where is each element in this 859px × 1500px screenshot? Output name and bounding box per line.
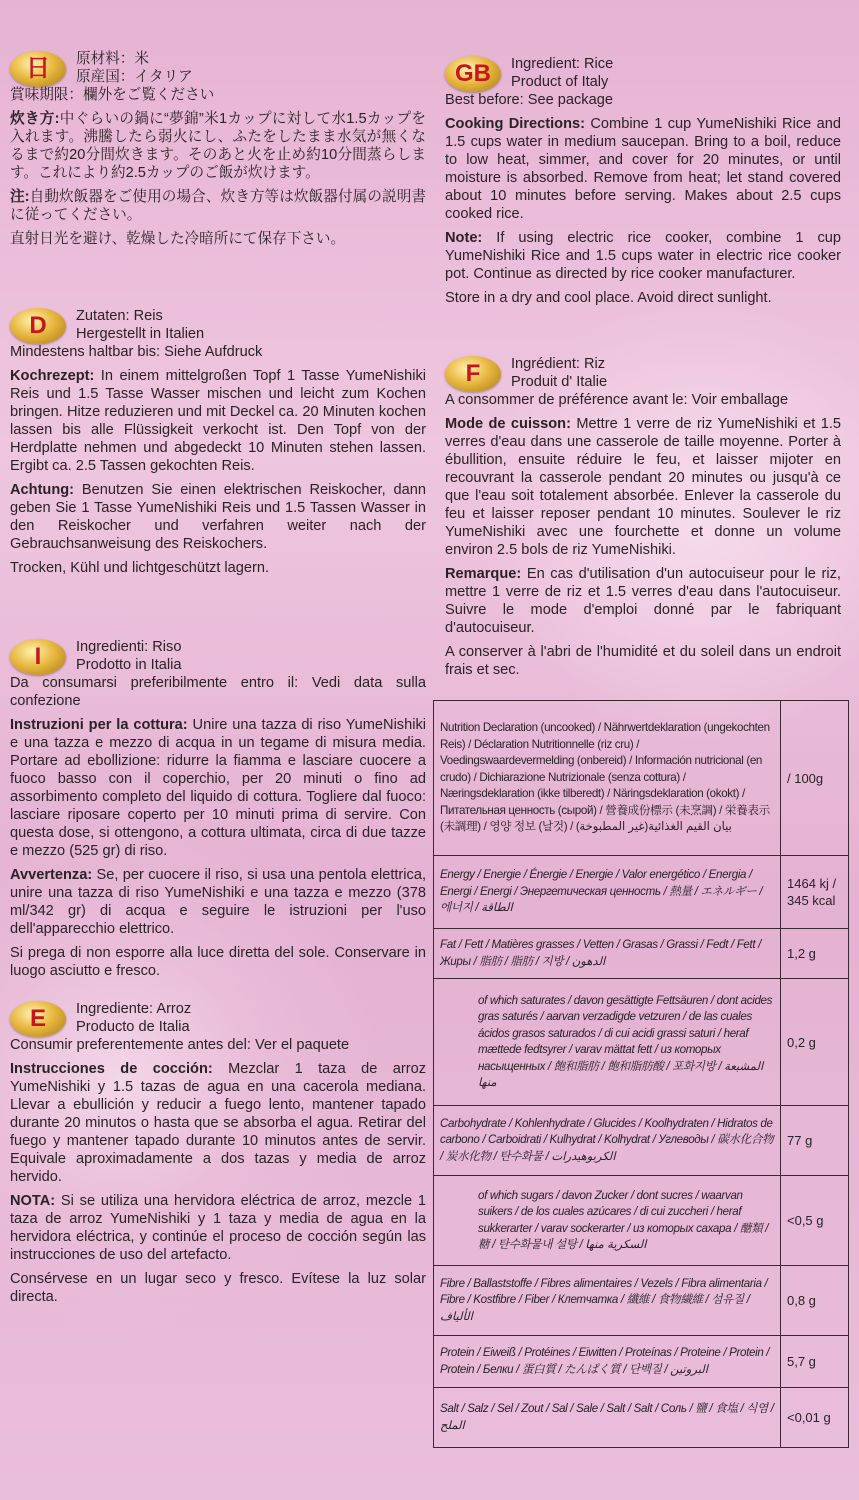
nutrition-row [434,1336,849,1388]
section-heading [445,355,841,391]
nutrient-value: 0,2 g [781,979,849,1106]
paragraph-text: Consumir preferentemente antes del: Ver el paquete [10,1037,350,1053]
paragraph-text: Mezclar 1 taza de arroz YumeNishiki y 1.5 tazas de agua en una cacerola mediana. Llevar a ebullición y reducir a fuego lento, mantener tapado durante 20 minutos o hasta que se absorba el agua. Retirar del fuego y mantener tapado durante 10 minutos antes de servir. Equivale aproximadamente a dos tazas y media de arroz hervido. [10,1061,426,1185]
nutrient-value: <0,5 g [781,1176,849,1266]
section-heading [10,307,426,343]
section-paragraph [10,944,426,980]
paragraph-lead: Mode de cuisson: [445,416,571,432]
paragraph-lead: Instruzioni per la cottura: [10,717,188,733]
section-paragraph [10,1036,426,1054]
paragraph-text: 中ぐらいの鍋に“夢錦”米1カップに対して水1.5カップを入れます。沸騰したら弱火にし、ふたをしたまま水気が無くなるまで約20分間炊きます。そのあと火を止め約10分間蒸らします。これにより約2.5カップのご飯が炊けます。 [10,111,426,181]
section-paragraph [10,188,426,224]
nutrient-value: 5,7 g [781,1336,849,1388]
nutrition-header-row [434,701,849,856]
paragraph-text: Consérvese en un lugar seco y fresco. Evítese la luz solar directa. [10,1271,426,1305]
section-title-line: 原材料：米 [76,51,149,67]
section-title-line: Prodotto in Italia [76,657,182,673]
nutrient-value: 0,8 g [781,1266,849,1336]
paragraph-text: If using electric rice cooker, combine 1 cup YumeNishiki Rice and 1.5 cups water in electric rice cooker pot. Continue as directed by rice cooker manufacturer. [445,230,841,282]
paragraph-lead: Kochrezept: [10,368,95,384]
country-badge-icon: 日 [10,51,66,87]
section-paragraph [445,289,841,307]
paragraph-lead: Cooking Directions: [445,116,585,132]
paragraph-text: Mettre 1 verre de riz YumeNishiki et 1.5 verres d'eau dans une casserole de taille moyenne. Porter à ébullition, ensuite réduire le feu, et laisser mijoter en recouvrant la casserole pendant 20 minutes ou jusqu'à ce que l'eau soit totalement absorbée. Enlever la casserole du feu et laisser reposer pendant 10 minutes. Soulever le riz YumeNishiki avec une fourchette et donne un volume environ 2.5 bols de riz YumeNishiki. [445,416,842,558]
paragraph-lead: 炊き方: [10,111,60,127]
section-paragraph [10,230,426,248]
paragraph-text: Se, per cuocere il riso, si usa una pentola elettrica, unire una tazza di riso YumeNishiki e una tazza e mezzo (378 ml/342 gr) di acqua e seguire le istruzioni per l'uso dell'apparecchio elettrico. [10,867,426,937]
nutrient-label: Protein / Eiweiß / Protéines / Eiwitten / Proteínas / Proteine / Protein / Protein / Белки / 蛋白質 / たんぱく質 / 단백질 / البروتين [434,1336,781,1388]
section-title-line: Producto de Italia [76,1019,190,1035]
country-badge-icon: E [10,1001,66,1037]
section-paragraph [10,110,426,182]
section-paragraph [10,367,426,475]
section-paragraph [10,674,426,710]
nutrient-label: Fat / Fett / Matières grasses / Vetten / Grasas / Grassi / Fedt / Fett / Жиры / 脂肪 / 脂肪 / 지방 / الدهون [434,929,781,979]
paragraph-text: A consommer de préférence avant le: Voir emballage [445,392,789,408]
paragraph-text: Best before: See package [445,92,613,108]
paragraph-text: Si prega di non esporre alla luce diretta del sole. Conservare in luogo asciutto e fresco. [10,945,426,979]
section-heading [10,50,426,86]
nutrition-row [434,1266,849,1336]
paragraph-text: Benutzen Sie einen elektrischen Reiskocher, dann geben Sie 1 Tasse YumeNishiki Reis und 1.5 Tassen Wasser in den Reiskocher und verfahren weiter nach der Gebrauchsanweisung des Reiskochers. [10,482,426,552]
section-paragraph [445,391,841,409]
nutrition-row [434,856,849,929]
section-english [445,55,841,307]
section-title-line: Hergestellt in Italien [76,326,205,342]
paragraph-text: Unire una tazza di riso YumeNishiki e una tazza e mezzo di acqua in un tegame di misura media. Portare ad ebollizione: ridurre la fiamma e lasciare cuocere a fuoco basso con il coperchio, per 20 minuti o fino ad assorbimento completo del liquido di cottura. Togliere dal fuoco: lasciare riposare coperto per 10 minuti prima di servire. Con questa dose, si ottengono, a cottura ultimata, circa di due tazze e mezzo (525 gr) di riso. [10,717,427,859]
nutrition-row [434,929,849,979]
section-title-line: Zutaten: Reis [76,308,163,324]
paragraph-text: Da consumarsi preferibilmente entro il: Vedi data sulla confezione [10,675,426,709]
section-paragraph [10,86,426,104]
paragraph-lead: Note: [445,230,483,246]
section-paragraph [445,415,841,559]
section-paragraph [445,565,841,637]
section-paragraph [10,343,426,361]
nutrition-header-label: Nutrition Declaration (uncooked) / Nährwertdeklaration (ungekochten Reis) / Déclaration Nutritionnelle (riz cru) / Voedingswaardevermelding (onbereid) / Información nutricional (en crudo) / Dichiarazione Nutrizionale (senza cottura) / Næringsdeklaration (ikke tilberedt) / Näringsdeklaration (okokt) / Питательная ценность (сырой) / 營養成份標示 (未烹調) / 栄養表示 (未調理) / 영양 정보 (날것) / (بيان القيم الغذائية(غير المطبوخة [434,701,781,856]
section-paragraph [10,1060,426,1186]
paragraph-text: Combine 1 cup YumeNishiki Rice and 1.5 cups water in medium saucepan. Bring to a boil, reduce to low heat, simmer, and cover for 20 minutes, or until moisture is absorbed. Remove from heat; let stand covered about 10 minutes before serving. Makes about 2.5 cups cooked rice. [445,116,841,222]
section-italian [10,638,426,980]
paragraph-text: 賞味期限：欄外をご覧ください [10,87,215,103]
nutrition-header-unit: / 100g [781,701,849,856]
section-paragraph [10,1270,426,1306]
paragraph-text: A conserver à l'abri de l'humidité et du soleil dans un endroit frais et sec. [445,644,841,678]
section-title-line: Ingredienti: Riso [76,639,182,655]
paragraph-text: Store in a dry and cool place. Avoid direct sunlight. [445,290,772,306]
section-heading [445,55,841,91]
section-heading [10,638,426,674]
nutrient-value: <0,01 g [781,1388,849,1448]
section-title-line: Produit d' Italie [511,374,608,390]
nutrient-value: 1464 kj / 345 kcal [781,856,849,929]
section-heading [10,1000,426,1036]
paragraph-lead: 注: [10,189,30,205]
section-paragraph [10,481,426,553]
country-badge-icon: F [445,356,501,392]
paragraph-text: En cas d'utilisation d'un autocuiseur pour le riz, mettre 1 verre de riz et 1.5 verres d'eau dans l'autocuiseur. Suivre le mode d'emploi donné par le fabriquant d'autocuiseur. [445,566,841,636]
section-paragraph [445,643,841,679]
paragraph-lead: Achtung: [10,482,75,498]
paragraph-text: Mindestens haltbar bis: Siehe Aufdruck [10,344,263,360]
paragraph-lead: NOTA: [10,1193,56,1209]
section-title-line: 原産国：イタリア [76,69,193,85]
paragraph-text: 直射日光を避け、乾燥した冷暗所にて保存下さい。 [10,231,346,247]
paragraph-lead: Instrucciones de cocción: [10,1061,213,1077]
paragraph-text: In einem mittelgroßen Topf 1 Tasse YumeNishiki Reis und 1.5 Tasse Wasser mischen und leicht zum Kochen bringen. Hitze reduzieren und mit Deckel ca. 20 Minuten kochen lassen bis alle Flüssigkeit verkocht ist. Den Topf von der Herdplatte nehmen und abgedeckt 10 Minuten stehen lassen. Ergibt ca. 2.5 Tassen gekochten Reis. [10,368,426,474]
section-paragraph [10,716,426,860]
country-badge-icon: GB [445,56,501,92]
nutrient-label: Salt / Salz / Sel / Zout / Sal / Sale / Salt / Salt / Соль / 鹽 / 食塩 / 식염 / الملح [434,1388,781,1448]
nutrition-row [434,1388,849,1448]
section-title-line: Ingrediente: Arroz [76,1001,192,1017]
section-paragraph [10,866,426,938]
section-german [10,307,426,577]
nutrient-label: Carbohydrate / Kohlenhydrate / Glucides / Koolhydraten / Hidratos de carbono / Carboidrati / Kulhydrat / Kolhydrat / Углеводы / 碳水化合物 / 炭水化物 / 탄수화물 / الكربوهيدرات [434,1106,781,1176]
nutrition-row [434,979,849,1106]
paragraph-lead: Avvertenza: [10,867,93,883]
paragraph-text: 自動炊飯器をご使用の場合、炊き方等は炊飯器付属の説明書に従ってください。 [10,189,426,223]
nutrition-row [434,1106,849,1176]
section-paragraph [445,229,841,283]
section-paragraph [445,91,841,109]
nutrient-label: Fibre / Ballaststoffe / Fibres alimentaires / Vezels / Fibra alimentaria / Fibre / Kostfibre / Fiber / Клетчатка / 纖維 / 食物繊維 / 섬유질 / الألياف [434,1266,781,1336]
paragraph-text: Si se utiliza una hervidora eléctrica de arroz, mezcle 1 taza de arroz YumeNishiki y 1 taza y media de agua en la hervidora eléctrica, y continúe el proceso de cocción según las instrucciones de uso del artefacto. [10,1193,426,1263]
section-paragraph [10,559,426,577]
section-title-line: Ingredient: Rice [511,56,614,72]
nutrient-value: 77 g [781,1106,849,1176]
country-badge-icon: D [10,308,66,344]
paragraph-text: Trocken, Kühl und lichtgeschützt lagern. [10,560,270,576]
nutrient-value: 1,2 g [781,929,849,979]
section-japanese [10,50,426,248]
nutrient-label: Energy / Energie / Énergie / Energie / Valor energético / Energia / Energi / Energi / Энергетическая ценность / 熱量 / エネルギー / 에너지 / الطاقة [434,856,781,929]
nutrient-label: of which saturates / davon gesättigte Fettsäuren / dont acides gras saturés / aarvan verzadigde vetzuren / de las cuales ácidos grasos saturados / di cui acidi grassi saturi / heraf mættede fedtsyrer / varav mättat fett / из которых насыщенных / 飽和脂肪 / 飽和脂肪酸 / 포화지방 / المشبعة منها [434,979,781,1106]
section-title-line: Ingrédient: Riz [511,356,606,372]
paragraph-lead: Remarque: [445,566,522,582]
section-title-line: Product of Italy [511,74,609,90]
section-french [445,355,841,679]
nutrition-row [434,1176,849,1266]
nutrient-label: of which sugars / davon Zucker / dont sucres / waarvan suikers / de los cuales azúcares / di cui zuccheri / heraf sukkerarter / varav sockerarter / из которых сахара / 醣類 / 糖 / 탄수화물내 설탕 / السكرية منها [434,1176,781,1266]
section-paragraph [10,1192,426,1264]
section-paragraph [445,115,841,223]
country-badge-icon: I [10,639,66,675]
section-spanish [10,1000,426,1306]
nutrition-table [433,700,849,1448]
